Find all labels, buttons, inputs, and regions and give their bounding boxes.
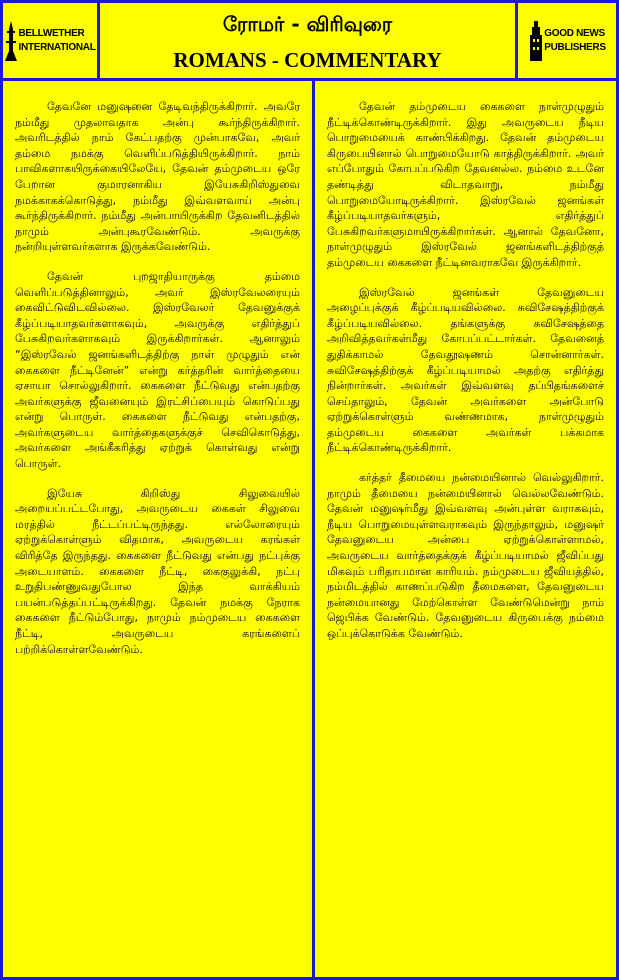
paragraph: கர்த்தர் தீமையை நன்மையினால் வெல்லுகிறார். நாமும் தீமையை நன்மையினால் வெல்லவேண்டும். தேவன் மனுஷர்மீது இவ்வளவு அன்புள்ள வராகவும், நீடிய பொறுமையுள்ளவராகவும் இருந்தாலும், மனுஷர் தேவனுடைய அன்பை ஏற்றுக்கொள்ளாமல், அவருடைய வார்த்தைக்குக் கீழ்ப்படியாமல் ஜீவிப்பது மிகவும் பரிதாபமான காரியம். நம்முடைய ஜீவியத்தில், நம்மிடத்தில் காணப்படுகிற தீமைகளை, தேவனுடைய நன்மையானது மேற்கொள்ள வேண்டுமென்று நாம் ஜெபிக்க வேண்டும். தேவனுடைய கிருபைக்கு நம்மை ஒப்புக்கொடுக்க வேண்டும். [327, 471, 604, 640]
paragraph: தேவன் தம்முடைய கைகளை நாள்முழுதும் நீட்டிக்கொண்டிருக்கிறார். இது அவருடைய நீடிய பொறுமையைக் காண்பிக்கிறது. தேவன் தம்முடைய கிருபையினால் பொறுமையோடு காத்திருக்கிறார். அவர் எப்போதும் கோபப்படுகிற தேவனல்ல. நம்மை உடனே தண்டித்து விடாதவாறு, நம்மீது பொறுமையோடிருக்கிறார். இஸ்ரவேல் ஜனங்கள் கீழ்ப்படியாதவர்களும், எதிர்த்துப் பேசுகிறவர்களுமாயிருக்கிறார்கள். ஆனால் தேவனோ, நாள்முழுதும் இஸ்ரவேல் ஜனங்களிடத்திற்குத் தம்முடைய கைகளை நீட்டினவராகவே இருக்கிறார். [327, 100, 604, 269]
title-english: ROMANS - COMMENTARY [173, 48, 442, 72]
left-logo-line1: BELLWETHER [18, 27, 85, 39]
left-logo-line2: INTERNATIONAL [18, 41, 96, 53]
content-columns [3, 81, 616, 977]
title-tamil: ரோமர் - விரிவுரை [222, 12, 393, 36]
tower-icon [4, 21, 18, 61]
bellwether-logo [3, 3, 100, 78]
paragraph: தேவன் புறஜாதியாருக்கு தம்மை வெளிப்படுத்தினாலும், அவர் இஸ்ரவேலரையும் கைவிட்டுவிடவில்லை. இஸ்ரவேலர் தேவனுக்குக் கீழ்ப்படியாதவர்களாகவும், அவருக்கு எதிர்த்துப் பேசுகிறவர்களாகவும் இருக்கிறார்கள். ஆனாலும் “இஸ்ரவேல் ஜனங்களிடத்திற்கு நாள் முழுதும் என் கைகளை நீட்டினேன்” என்று கர்த்தரின் வார்த்தையை ஏசாயா சொல்லுகிறார். கைகளை நீட்டுவது என்பதற்கு அவர்களுக்கு ஜீவனையும் இரட்சிப்பையும் கொடுப்பது என்று பொருள். கைகளை நீட்டுவது என்பதற்கு, அவர்களுடைய வார்த்தைகளுக்குச் செவிகொடுத்து, அவர்களை அங்கீகரித்து ஏற்றுக் கொள்வது என்று பொருள். [15, 269, 300, 471]
paragraph: தேவனே மனுஷனை தேடிவந்திருக்கிறார். அவரே நம்மீது முதலாவதாக அன்பு கூர்ந்திருக்கிறார். அவரிடத்தில் நாம் கேட்பதற்கு முன்பாகவே, அவர் தம்மை நமக்கு வெளிப்படுத்தியிருக்கிறார். நாம் பாவிகளாகயிருக்கையிலேயே, தேவன் தம்முடைய ஒரே பேறான குமாரனாகிய இயேசுகிறிஸ்துவை நமக்காகக்கொடுத்து, நம்மீது இவ்வளவாய் அன்பு கூர்ந்திருக்கிறார். நம்மீது அன்பாயிருக்கிற தேவனிடத்தில் நாமும் அன்புகூரவேண்டும். அவருக்கு நன்றியுள்ளவர்களாக இருக்கவேண்டும். [15, 100, 300, 254]
header [3, 3, 616, 81]
left-column [3, 81, 312, 977]
paragraph: இயேசு கிறிஸ்து சிலுவையில் அறையப்பட்டபோது, அவருடைய கைகள் சிலுவை மரத்தில் நீட்டப்பட்டிருந்தது. எல்லோரையும் ஏற்றுக்கொள்ளும் விதமாக, அவருடைய கரங்கள் விரித்தே இருந்தது. கைகளை நீட்டுவது என்பது நட்புக்கு அடையாளம். கைகளை நீட்டி, கைகுலுக்கி, நட்பு உறுதிபண்ணுவதுபோல இந்த வாக்கியம் பயன்படுத்தப்பட்டிருக்கிறது. தேவன் நமக்கு நேராக கைகளை நீட்டும்போது, நாமும் நம்முடைய கைகளை நீட்டி, அவருடைய கரங்களைப் பற்றிக்கொள்ளவேண்டும். [15, 486, 300, 656]
building-icon [528, 21, 544, 61]
right-logo-line2: PUBLISHERS [544, 41, 606, 53]
right-logo-line1: GOOD NEWS [544, 27, 605, 39]
good-news-logo [515, 3, 616, 78]
title-area [103, 3, 512, 78]
right-column [315, 81, 616, 977]
paragraph: இஸ்ரவேல் ஜனங்கள் தேவனுடைய அழைப்புக்குக் கீழ்ப்படியவில்லை. சுவிசேஷத்திற்குக் கீழ்ப்படியவில்லை. தங்களுக்கு சுவிசேஷத்தை அறிவித்தவர்கள்மீது கோபப்பட்டார்கள். தேவனைத் துதிக்காமல் தேவதூஷணம் சொன்னார்கள். சுவிசேஷத்திற்குக் கீழ்ப்படியாமல் அதற்கு எதிர்த்து நின்றார்கள். அவர்கள் இவ்வளவு தப்பிதங்களைச் செய்தாலும், தேவன் அவர்களை அன்போடு ஏற்றுக்கொள்ளும் வண்ணமாக, நாள்முழுதும் தம்முடைய கைகளை அவர்கள் பக்கமாக நீட்டிக்கொண்டிருக்கிறார். [327, 285, 604, 455]
